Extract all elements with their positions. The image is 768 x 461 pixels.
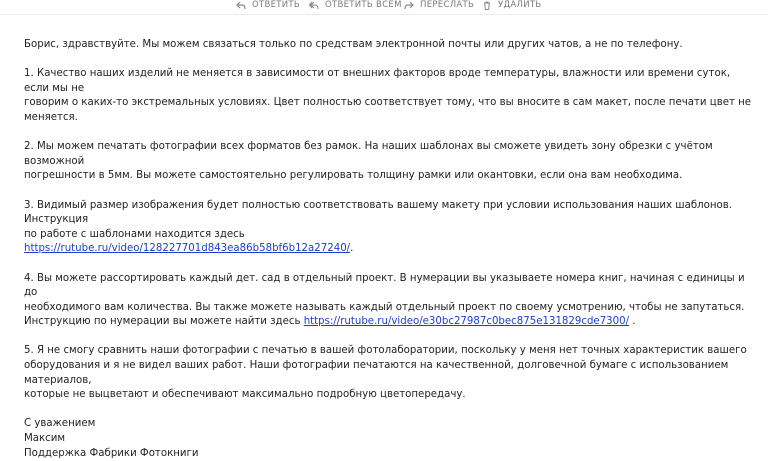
forward-label: ПЕРЕСЛАТЬ (420, 0, 475, 10)
greeting-paragraph (24, 38, 754, 53)
sender-name: Максим (24, 433, 66, 445)
trash-icon (482, 0, 492, 10)
reply-icon (236, 0, 246, 10)
sender-team: Поддержка Фабрики Фотокниги (24, 447, 199, 459)
reply-all-label: ОТВЕТИТЬ ВСЕМ (325, 0, 402, 10)
forward-icon (404, 0, 414, 10)
signature (24, 417, 754, 461)
paragraph-5-line: которые не выцветают и обеспечивают максимально подробную цветопередачу. (24, 389, 466, 401)
reply-all-button[interactable] (309, 0, 402, 10)
paragraph-1-line: меняется. (24, 111, 78, 123)
greeting-text: Борис, здравствуйте. Мы можем связаться только по средствам электронной почты или других чатов, а не по телефону. (24, 39, 683, 50)
numbering-instruction-text: Инструкцию по нумерации вы можете найти здесь (24, 316, 304, 328)
paragraph-4-line: 4. Вы можете рассортировать каждый дет. сад в отдельный проект. В нумерации вы указываете номера книг, начиная с единицы и до (24, 272, 745, 299)
delete-label: УДАЛИТЬ (498, 0, 542, 10)
paragraph-3-link-line (24, 242, 754, 257)
message-toolbar (0, 0, 768, 15)
paragraph-1-line: говорим о каких-то экстремальных условиях. Цвет полностью соответствует тому, что вы вносите в сам макет, после печати цвет не (24, 97, 752, 109)
paragraph-5-line: 5. Я не смогу сравнить наши фотографии с печатью в вашей фотолаборатории, поскольку у меня нет точных характеристик вашего (24, 345, 747, 357)
paragraph-4 (24, 272, 754, 330)
link-period: . (629, 316, 636, 328)
templates-instruction-link[interactable]: https://rutube.ru/video/128227701d843ea86b58bf6b12a27240/ (24, 243, 351, 255)
paragraph-3-line: 3. Видимый размер изображения будет полностью соответствовать вашему макету при условии использования наших шаблонов. Инструкция (24, 199, 733, 226)
forward-button[interactable] (404, 0, 474, 10)
paragraph-2 (24, 140, 754, 184)
paragraph-3-line: по работе с шаблонами находится здесь (24, 228, 245, 240)
paragraph-5-line: оборудования и я не видел ваших работ. Наши фотографии печатаются на качественной, долговечной бумаге с использованием материалов, (24, 360, 729, 386)
paragraph-4-line: необходимого вам количества. Вы также можете называть каждый отдельный проект по своему усмотрению, чтобы не запутаться. (24, 301, 745, 313)
paragraph-5 (24, 344, 754, 402)
paragraph-2-line: 2. Мы можем печатать фотографии всех форматов без рамок. На наших шаблонах вы сможете увидеть зону обрезки с учётом возможной (24, 141, 713, 167)
paragraph-1 (24, 67, 754, 125)
numbering-instruction-link[interactable]: https://rutube.ru/video/e30bc27987c0bec875e131829cde7300/ (303, 316, 630, 328)
reply-label: ОТВЕТИТЬ (252, 0, 301, 10)
paragraph-1-line: 1. Качество наших изделий не меняется в зависимости от внешних факторов вроде температуры, влажности или времени суток, если мы не (24, 68, 731, 94)
reply-button[interactable] (236, 0, 300, 10)
paragraph-3 (24, 199, 754, 257)
message-body (24, 38, 754, 461)
paragraph-4-link-line (24, 315, 754, 330)
paragraph-2-line: погрешности в 5мм. Вы можете самостоятельно регулировать толщину рамки или окантовки, если она вам необходима. (24, 170, 683, 182)
link-period: . (350, 243, 354, 255)
reply-all-icon (309, 0, 319, 10)
delete-button[interactable] (482, 0, 542, 10)
signoff-text: С уважением (24, 418, 96, 430)
